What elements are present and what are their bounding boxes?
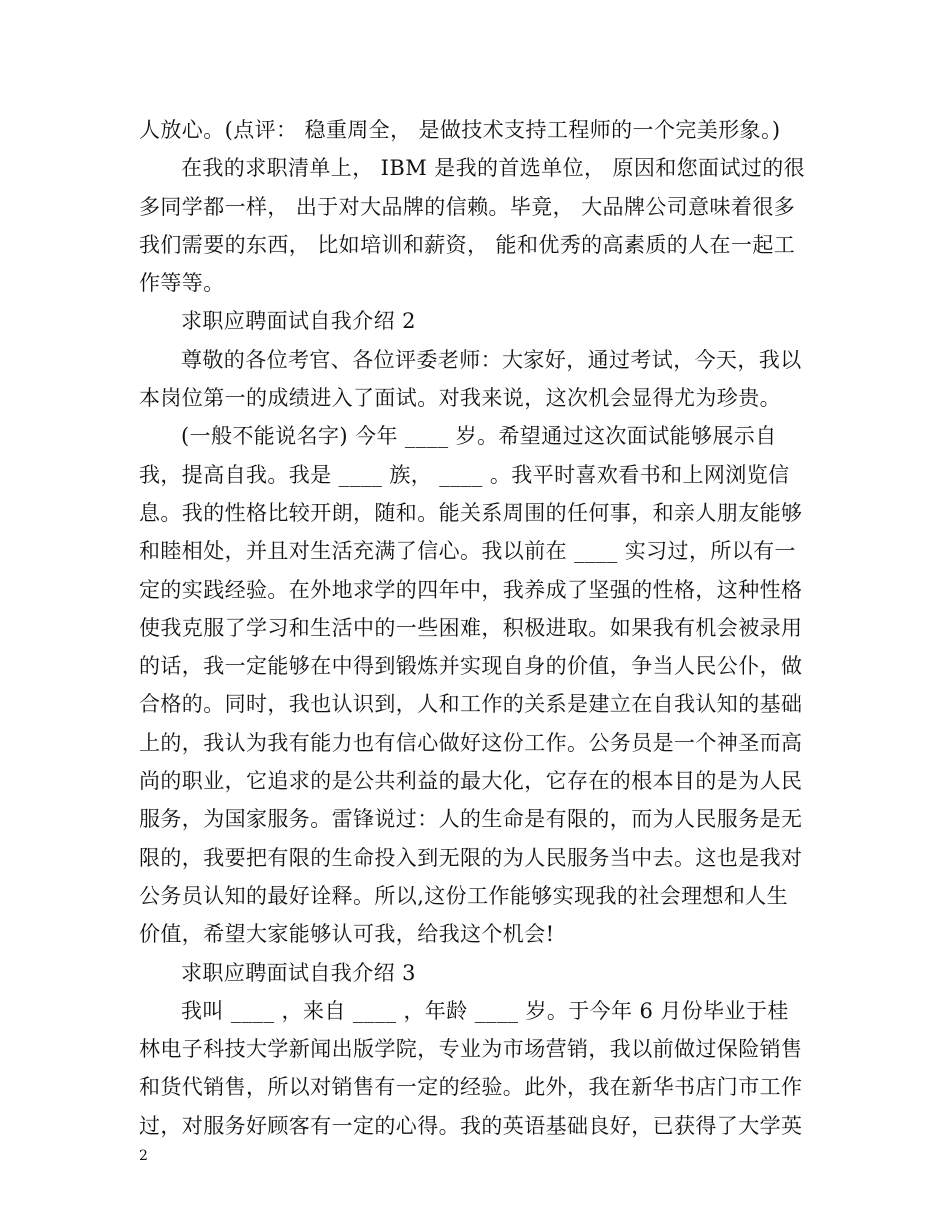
text-line: 尚的职业，它追求的是公共利益的最大化，它存在的根本目的是为人民: [139, 769, 803, 794]
text-line: 人放心。(点评： 稳重周全， 是做技术支持工程师的一个完美形象。): [139, 118, 781, 142]
text-line: 上的，我认为我有能力也有信心做好这份工作。公务员是一个神圣而高: [139, 730, 803, 755]
text-line: 多同学都一样， 出于对大品牌的信赖。毕竟， 大品牌公司意味着很多: [139, 194, 796, 219]
text-line: 服务，为国家服务。雷锋说过：人的生命是有限的，而为人民服务是无: [139, 807, 803, 832]
text-line: 的话，我一定能够在中得到锻炼并实现自身的价值，争当人民公仆，做: [139, 654, 803, 679]
text-line: 限的，我要把有限的生命投入到无限的为人民服务当中去。这也是我对: [139, 845, 803, 870]
section-heading: 求职应聘面试自我介绍 3: [181, 960, 416, 985]
text-line: 和睦相处，并且对生活充满了信心。我以前在 ____ 实习过，所以有一: [139, 539, 796, 564]
text-line: 息。我的性格比较开朗，随和。能关系周围的任何事，和亲人朋友能够: [139, 500, 803, 525]
body-text: [139, 111, 819, 1145]
text-line: 我们需要的东西， 比如培训和薪资， 能和优秀的高素质的人在一起工: [139, 232, 796, 257]
text-line: 我，提高自我。我是 ____ 族， ____ 。我平时喜欢看书和上网浏览信: [139, 462, 790, 487]
text-line: 在我的求职清单上， IBM 是我的首选单位， 原因和您面试过的很: [181, 156, 806, 181]
text-line: 价值，希望大家能够认可我，给我这个机会!: [139, 922, 555, 947]
text-line: 和货代销售，所以对销售有一定的经验。此外，我在新华书店门市工作: [139, 1075, 803, 1100]
text-line: 使我克服了学习和生活中的一些困难，积极进取。如果我有机会被录用: [139, 615, 803, 640]
text-line: 本岗位第一的成绩进入了面试。对我来说，这次机会显得尤为珍贵。: [139, 386, 781, 411]
text-line: 作等等。: [139, 271, 225, 296]
page-number: 2: [139, 1148, 148, 1164]
text-line: 尊敬的各位考官、各位评委老师：大家好，通过考试，今天，我以: [181, 347, 802, 372]
text-line: 过，对服务好顾客有一定的心得。我的英语基础良好，已获得了大学英: [139, 1113, 803, 1138]
text-line: 林电子科技大学新闻出版学院，专业为市场营销，我以前做过保险销售: [139, 1037, 803, 1062]
text-line: 公务员认知的最好诠释。所以,这份工作能够实现我的社会理想和人生: [139, 883, 789, 908]
text-line: 定的实践经验。在外地求学的四年中，我养成了坚强的性格，这种性格: [139, 577, 803, 602]
section-heading: 求职应聘面试自我介绍 2: [181, 309, 416, 334]
text-line: 我叫 ____ ，来自 ____ ，年龄 ____ 岁。于今年 6 月份毕业于桂: [181, 998, 789, 1023]
text-line: (一般不能说名字) 今年 ____ 岁。希望通过这次面试能够展示自: [181, 424, 777, 449]
text-line: 合格的。同时，我也认识到，人和工作的关系是建立在自我认知的基础: [139, 692, 803, 717]
